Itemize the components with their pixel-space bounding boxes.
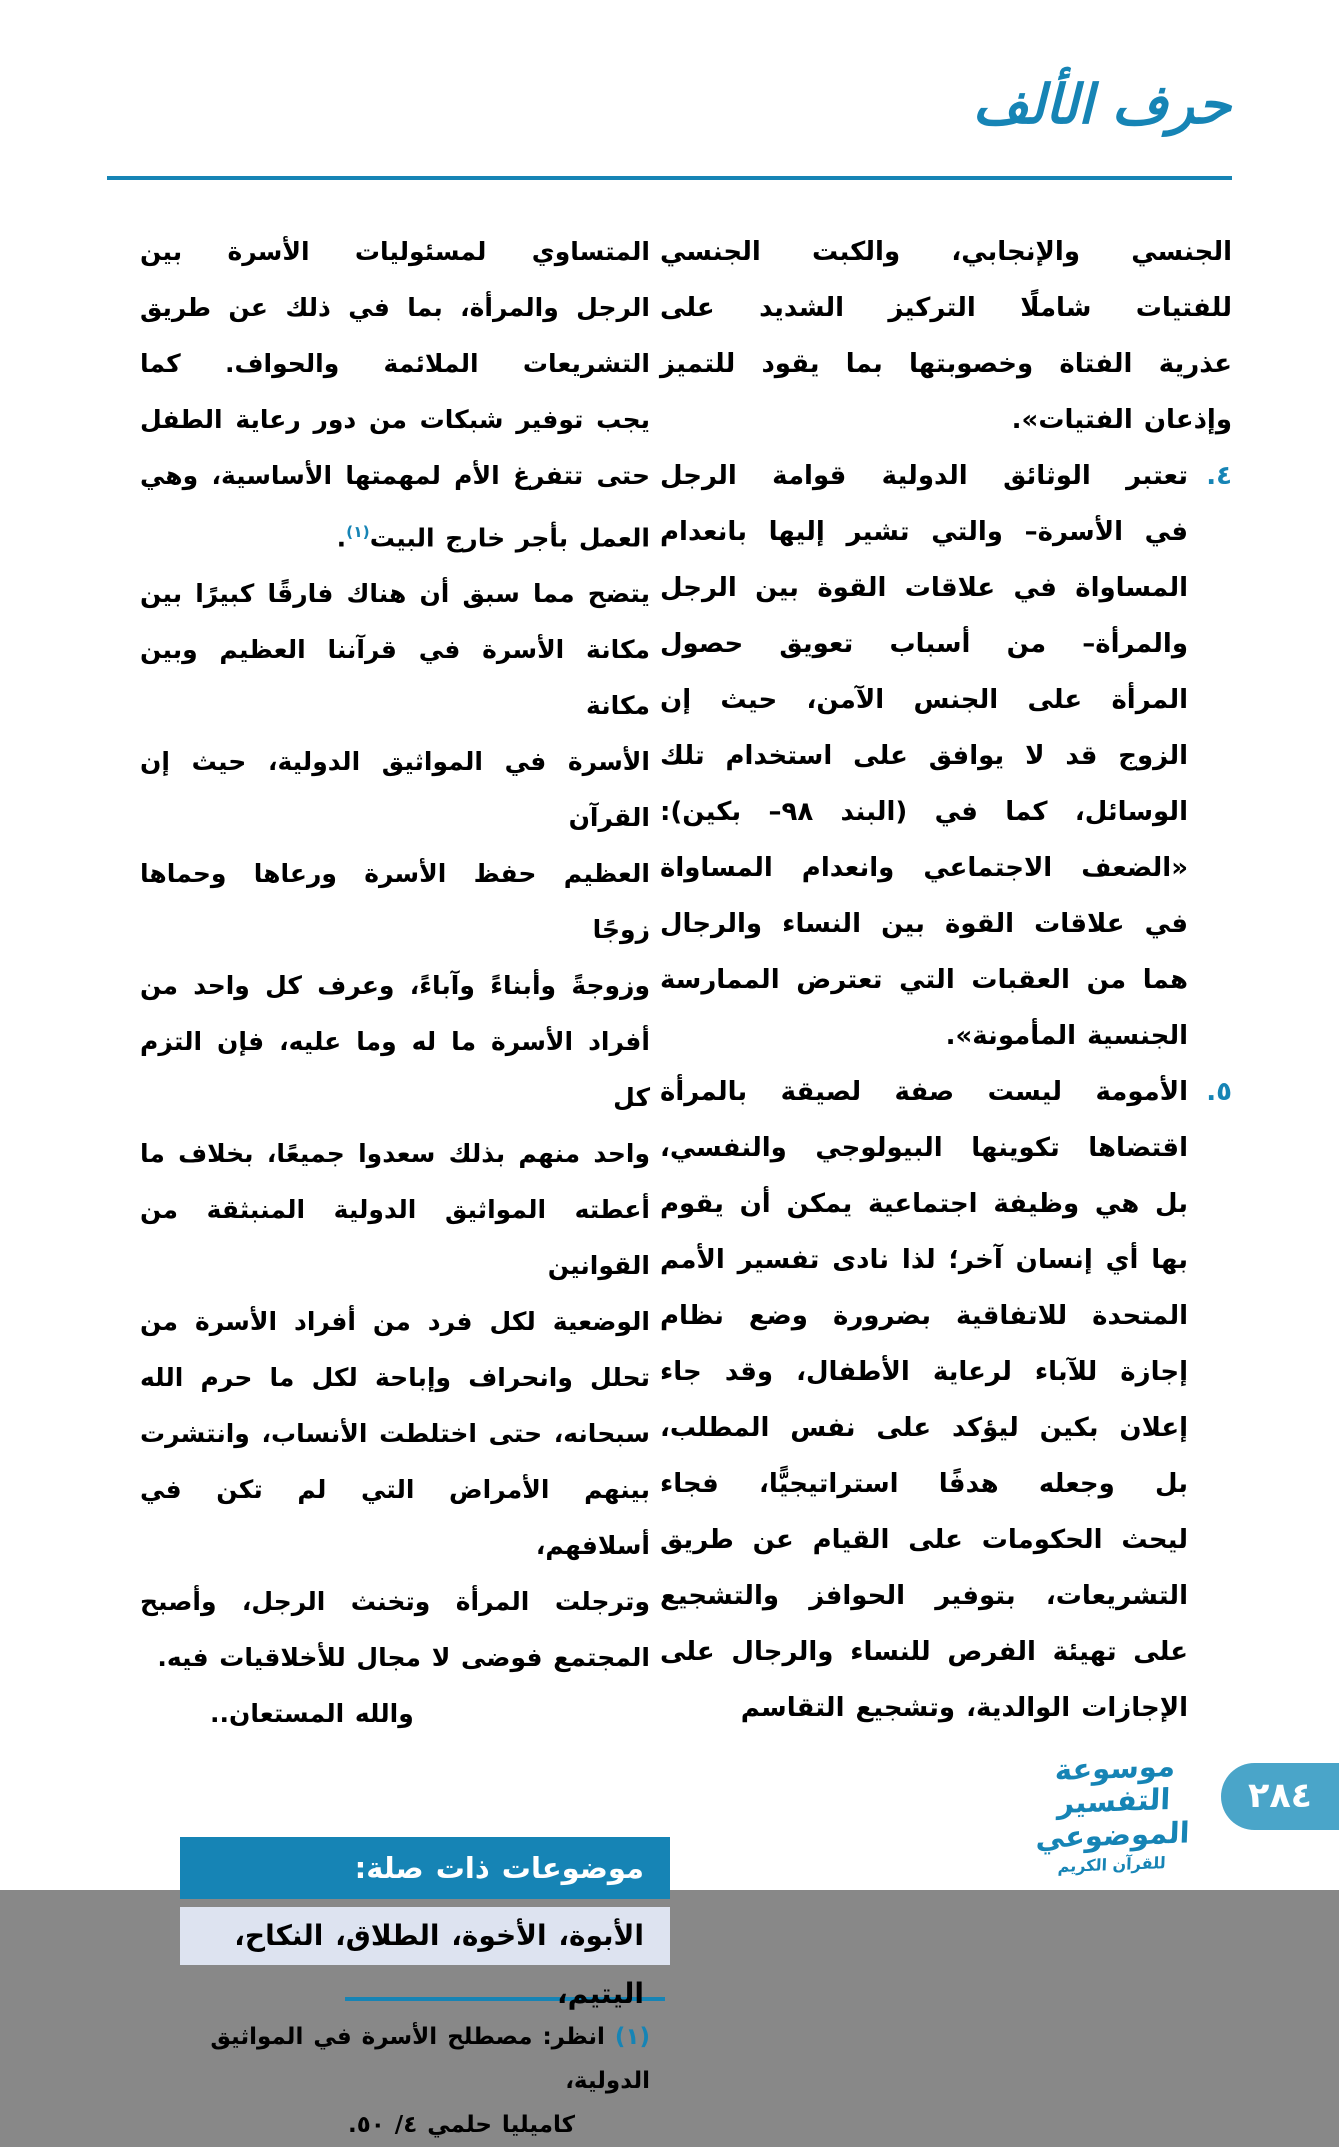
text-line: وإذعان الفتيات». — [1011, 405, 1232, 435]
header-rule — [107, 176, 1232, 180]
text-line: واحد منهم بذلك سعدوا جميعًا، بخلاف ما — [140, 1139, 650, 1169]
text-line: الجنسية المأمونة». — [945, 1021, 1188, 1051]
footnote-line-1 — [140, 2015, 650, 2103]
text-line: الوضعية لكل فرد من أفراد الأسرة من — [140, 1307, 650, 1337]
footnote-reference: (١) — [346, 523, 370, 541]
text-line: على تهيئة الفرص للنساء والرجال على — [660, 1637, 1188, 1667]
footnote — [140, 2015, 650, 2147]
text-line: الرجل والمرأة، بما في ذلك عن طريق — [140, 293, 650, 322]
text-line: مكانة الأسرة في قرآننا العظيم وبين مكانة — [140, 635, 650, 721]
publisher-logo-subtitle: للقرآن الكريم — [1057, 1853, 1167, 1877]
column-right — [660, 224, 1232, 1736]
text-line: يجب توفير شبكات من دور رعاية الطفل — [140, 405, 650, 434]
footnote-text: انظر: مصطلح الأسرة في المواثيق الدولية، — [210, 2024, 650, 2095]
text-line: حتى تتفرغ الأم لمهمتها الأساسية، وهي — [140, 461, 650, 490]
text-line: اقتضاها تكوينها البيولوجي والنفسي، — [660, 1133, 1188, 1163]
list-marker-5: ٥. — [1206, 1077, 1232, 1107]
text-line: «الضعف الاجتماعي وانعدام المساواة — [660, 853, 1188, 883]
list-item-4 — [660, 448, 1232, 1064]
closing-phrase: والله المستعان.. — [210, 1699, 414, 1729]
text-line: عذرية الفتاة وخصوبتها بما يقود للتميز — [660, 349, 1232, 379]
text-line: في الأسرة– والتي تشير إليها بانعدام — [660, 517, 1188, 547]
text-line: سبحانه، حتى اختلطت الأنساب، وانتشرت — [140, 1419, 650, 1449]
page-number: ٢٨٤ — [1247, 1776, 1313, 1816]
text-line: ليحث الحكومات على القيام عن طريق — [660, 1525, 1188, 1555]
text-line: وزوجةً وأبناءً وآباءً، وعرف كل واحد من — [140, 971, 650, 1001]
text-line: هما من العقبات التي تعترض الممارسة — [660, 965, 1188, 995]
text-line: الإجازات الوالدية، وتشجيع التقاسم — [740, 1693, 1188, 1723]
text-line: الأمومة ليست صفة لصيقة بالمرأة — [660, 1077, 1188, 1107]
text-line: المرأة على الجنس الآمن، حيث إن — [660, 685, 1188, 715]
text-line: المجتمع فوضى لا مجال للأخلاقيات فيه. — [157, 1643, 650, 1673]
text-line: العظيم حفظ الأسرة ورعاها وحماها زوجًا — [140, 859, 650, 945]
footnote-line-2: كاميليا حلمي ٤/ ٥٠. — [347, 2112, 575, 2139]
text-line: بينهم الأمراض التي لم تكن في أسلافهم، — [140, 1475, 650, 1561]
text-line: يتضح مما سبق أن هناك فارقًا كبيرًا بين — [140, 579, 650, 609]
list-marker-4: ٤. — [1206, 461, 1232, 491]
text-line: الأسرة في المواثيق الدولية، حيث إن القرآن — [140, 747, 650, 833]
chapter-header-title: حرف الألف — [972, 73, 1231, 136]
text-line: تعتبر الوثائق الدولية قوامة الرجل — [660, 461, 1188, 491]
publisher-logo-title: موسوعة التفسير الموضوعي — [1035, 1748, 1191, 1855]
text-line: والمرأة– من أسباب تعويق حصول — [660, 629, 1188, 659]
text-line: إعلان بكين ليؤكد على نفس المطلب، — [660, 1413, 1188, 1443]
text-line: الجنسي والإنجابي، والكبت الجنسي — [660, 237, 1232, 267]
text-line: العمل بأجر خارج البيت$^{(١)}$. — [336, 523, 650, 553]
text-line: بل وجعله هدفًا استراتيجيًّا، فجاء — [660, 1469, 1188, 1499]
text-line: تحلل وانحراف وإباحة لكل ما حرم الله — [140, 1363, 650, 1393]
page-number-badge — [1221, 1763, 1339, 1830]
paragraph-continuation — [660, 224, 1232, 448]
list-item-5-text — [660, 1064, 1232, 1736]
text-line: التشريعات الملائمة والحواف. كما — [140, 349, 650, 378]
text-line: التشريعات، بتوفير الحوافز والتشجيع — [660, 1581, 1188, 1611]
list-item-5 — [660, 1064, 1232, 1736]
text-line: أفراد الأسرة ما له وما عليه، فإن التزم كل — [140, 1027, 650, 1113]
paragraph-continuation-left — [140, 224, 650, 566]
text-line: في علاقات القوة بين النساء والرجال — [660, 909, 1188, 939]
text-line: وترجلت المرأة وتخنث الرجل، وأصبح — [140, 1587, 650, 1617]
text-line: الوسائل، كما في (البند ٩٨– بكين): — [660, 797, 1188, 827]
conclusion-paragraph — [140, 566, 650, 1686]
text-line: المتحدة للاتفاقية بضرورة وضع نظام — [660, 1301, 1188, 1331]
text-line: بها أي إنسان آخر؛ لذا نادى تفسير الأمم — [660, 1245, 1188, 1275]
related-topics-list: الأبوة، الأخوة، الطلاق، النكاح، اليتيم، — [180, 1907, 670, 1965]
text-line: المساواة في علاقات القوة بين الرجل — [660, 573, 1188, 603]
related-topics-section — [180, 1837, 670, 2011]
text-line: بل هي وظيفة اجتماعية يمكن أن يقوم — [660, 1189, 1188, 1219]
related-topics-header: موضوعات ذات صلة: — [180, 1837, 670, 1899]
text-line: الزوج قد لا يوافق على استخدام تلك — [660, 741, 1188, 771]
text-line: المتساوي لمسئوليات الأسرة بين — [140, 237, 650, 266]
publisher-logo — [1004, 1748, 1223, 1878]
footnote-number: (١) — [614, 2024, 650, 2051]
text-line: إجازة للآباء لرعاية الأطفال، وقد جاء — [660, 1357, 1188, 1387]
text-line: للفتيات شاملًا التركيز الشديد على — [660, 293, 1232, 323]
column-left — [140, 224, 650, 2147]
list-item-4-text — [660, 448, 1232, 1064]
text-line: أعطته المواثيق الدولية المنبثقة من القوانين — [140, 1195, 650, 1281]
